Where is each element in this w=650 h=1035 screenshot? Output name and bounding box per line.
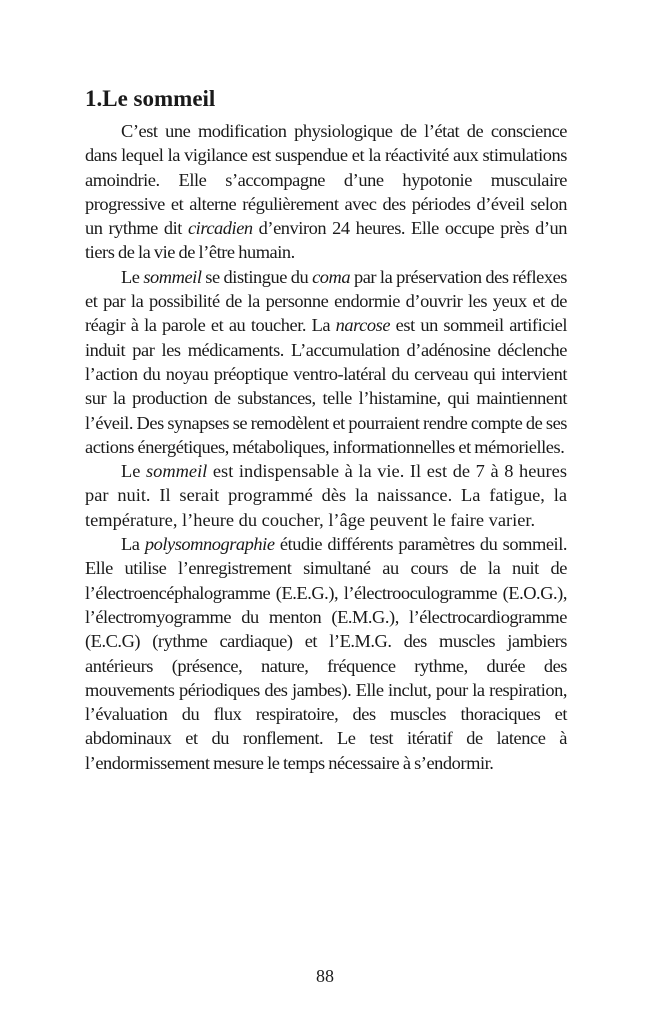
text-run: est un sommeil artificiel induit par les médicaments. L’accumulation d’adénosine déclenche l’action du noyau préoptique ventro-latéral du cerveau qui intervient sur la production de substances, telle l’histamine, qui maintiennent l’éveil. Des synapses se remodèlent et pourraient rendre compte de ses actions énergétiques, métaboliques, informationnelles et mémorielles. <box>85 315 567 457</box>
page-body <box>85 84 567 775</box>
text-run: Le <box>121 266 144 287</box>
italic-term: coma <box>312 266 351 287</box>
text-run: C’est une modification physiologique de l’état de conscience dans lequel la vigilance est suspendue et la réactivité aux stimulations amoindrie. Elle s’accompagne d’une hypotonie musculaire progressive et alterne régulièrement avec des périodes d’éveil selon un rythme dit <box>85 121 567 239</box>
text-run: Le <box>121 461 146 482</box>
italic-term: sommeil <box>143 266 202 287</box>
paragraph-polysomnographie <box>85 532 567 775</box>
text-run: La <box>121 534 145 555</box>
italic-term: narcose <box>335 315 391 336</box>
italic-term: circadien <box>187 218 253 239</box>
text-run: est indispensable à la vie. Il est de 7 à 8 heures par nuit. Il serait programmé dès la naissance. La fatigue, la température, l’heure du coucher, l’âge peuvent le faire varier. <box>85 461 568 530</box>
italic-term: polysomnographie <box>144 534 275 555</box>
text-run: étudie différents paramètres du sommeil. Elle utilise l’enregistrement simultané au cours de la nuit de l’électroencéphalogramme (E.E.G.), l’électrooculogramme (E.O.G.), l’électromyogramme du menton (E.M.G.), l’électrocardiogramme (E.C.G) (rythme cardiaque) et l’E.M.G. des muscles jambiers antérieurs (présence, nature, fréquence rythme, durée des mouvements périodiques des jambes). Elle inclut, pour la respiration, l’évaluation du flux respiratoire, des muscles thoraciques et abdominaux et du ronflement. Le test itératif de latence à l’endormissement mesure le temps nécessaire à s’endormir. <box>85 534 568 773</box>
paragraph-coma-narcose <box>85 265 567 459</box>
text-run: se distingue du <box>201 266 313 287</box>
text-run: par la préservation des réflexes et par la possibilité de la personne endormie d’ouvrir les yeux et de réagir à la parole et au toucher. La <box>85 266 568 336</box>
paragraph-duration <box>85 459 567 532</box>
paragraph-definition <box>85 119 567 265</box>
section-heading: 1.Le sommeil <box>85 86 216 111</box>
text-run: d’environ 24 heures. Elle occupe près d’un tiers de la vie de l’être humain. <box>85 218 567 263</box>
page-number: 88 <box>316 966 334 986</box>
italic-term: sommeil <box>146 461 208 482</box>
